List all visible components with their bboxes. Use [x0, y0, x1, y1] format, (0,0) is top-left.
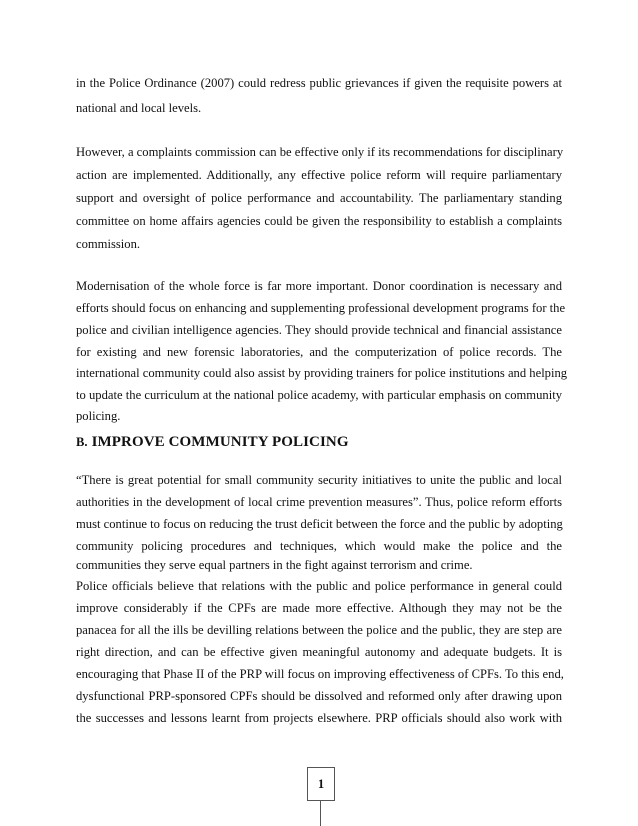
- paragraph-2-line: support and oversight of police performance and accountability. The parliamentary standing: [76, 191, 562, 205]
- paragraph-5-line: dysfunctional PRP-sponsored CPFs should be dissolved and reformed only after drawing upon: [76, 689, 562, 703]
- page-number-label: 1: [317, 776, 325, 791]
- paragraph-3-line: for existing and new forensic laboratories, and the computerization of police records. The: [76, 345, 562, 359]
- paragraph-1-line: in the Police Ordinance (2007) could redress public grievances if given the requisite powers at: [76, 76, 562, 90]
- paragraph-2-line: action are implemented. Additionally, any effective police reform will require parliamentary: [76, 168, 562, 182]
- paragraph-4-line: authorities in the development of local crime prevention measures”. Thus, police reform efforts: [76, 495, 562, 509]
- paragraph-5-line: panacea for all the ills be devilling relations between the police and the public, they are step are: [76, 623, 562, 637]
- paragraph-3-line: police and civilian intelligence agencies. They should provide technical and financial assistance: [76, 323, 562, 337]
- paragraph-2-line: commission.: [76, 237, 141, 251]
- paragraph-4-line: must continue to focus on reducing the trust deficit between the force and the public by adopting: [76, 517, 563, 531]
- paragraph-3-line: international community could also assist by providing trainers for police institutions and helping: [76, 366, 568, 380]
- paragraph-3-line: efforts should focus on enhancing and supplementing professional development programs for the: [76, 301, 566, 315]
- paragraph-2-line: However, a complaints commission can be effective only if its recommendations for disciplinary: [76, 145, 564, 159]
- page-number-divider: [320, 801, 321, 826]
- section-title: IMPROVE COMMUNITY POLICING: [91, 434, 349, 450]
- paragraph-4-line: communities they serve equal partners in the fight against terrorism and crime.: [76, 558, 473, 572]
- paragraph-3-line: Modernisation of the whole force is far more important. Donor coordination is necessary and: [76, 279, 562, 293]
- paragraph-5-line: Police officials believe that relations with the public and police performance in general could: [76, 579, 562, 593]
- page-number: [307, 767, 335, 801]
- section-letter: B.: [76, 435, 88, 449]
- paragraph-3-line: policing.: [76, 409, 121, 423]
- paragraph-5-line: right direction, and can be effective given meaningful autonomy and adequate budgets. It is: [76, 645, 562, 659]
- section-heading: [76, 433, 349, 451]
- paragraph-5-line: improve considerably if the CPFs are made more effective. Although they may not be the: [76, 601, 562, 615]
- paragraph-1-line: national and local levels.: [76, 101, 202, 115]
- paragraph-2-line: committee on home affairs agencies could be given the responsibility to establish a complaints: [76, 214, 562, 228]
- paragraph-5-line: the successes and lessons learnt from projects elsewhere. PRP officials should also work with: [76, 711, 562, 725]
- paragraph-4-line: “There is great potential for small community security initiatives to unite the public and local: [76, 473, 562, 487]
- paragraph-4-line: community policing procedures and techniques, which would make the police and the: [76, 539, 562, 553]
- paragraph-5-line: encouraging that Phase II of the PRP will focus on improving effectiveness of CPFs. To this end,: [76, 667, 564, 681]
- paragraph-3-line: to update the curriculum at the national police academy, with particular emphasis on community: [76, 388, 562, 402]
